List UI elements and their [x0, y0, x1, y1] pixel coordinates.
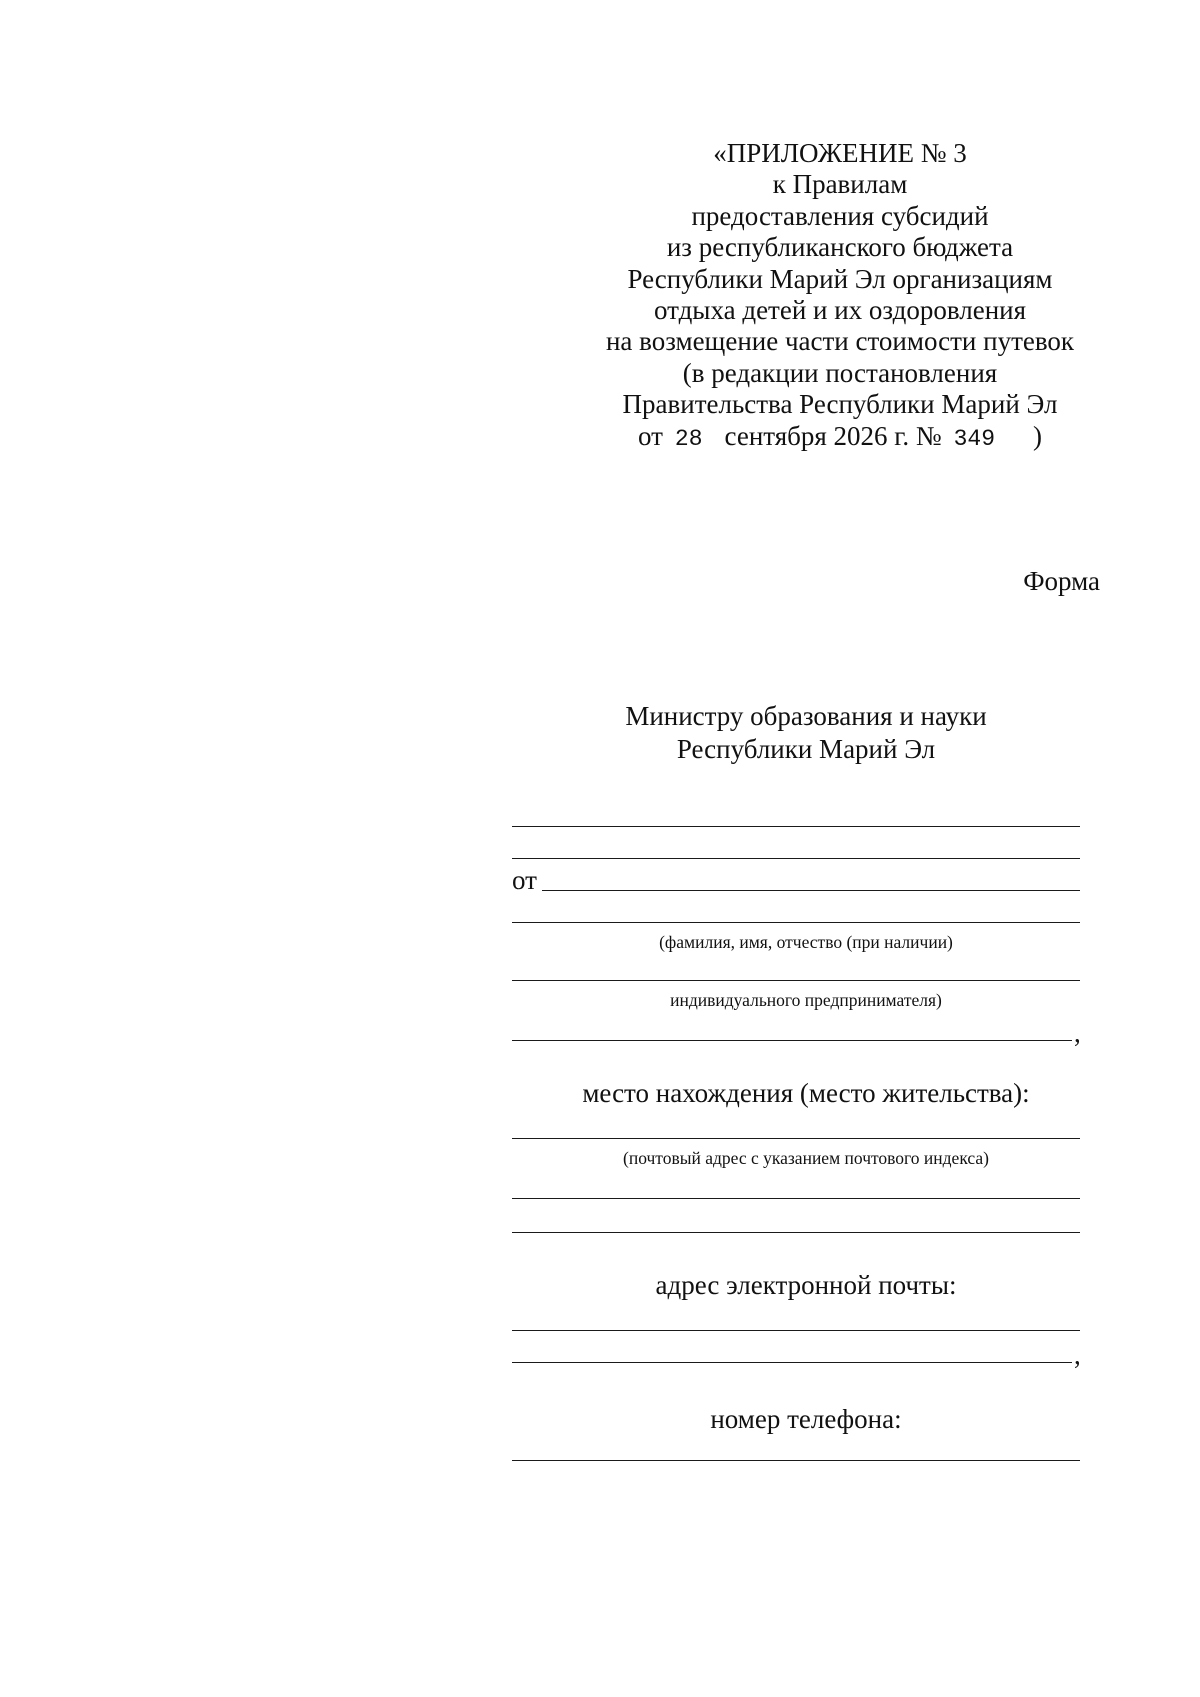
- phone-blank-line: [512, 1460, 1080, 1461]
- appendix-line-edition: (в редакции постановления: [682, 357, 998, 388]
- resolution-date-line: [580, 421, 1100, 455]
- resolution-month-year: сентября 2026 г. №: [724, 420, 942, 451]
- caption-entrepreneur: индивидуального предпринимателя): [670, 990, 942, 1010]
- appendix-line: из республиканского бюджета: [666, 232, 1014, 263]
- from-blank-line: [542, 890, 1080, 891]
- location-blank-line-2: [512, 1198, 1080, 1199]
- location-blank-line-1: [512, 1138, 1080, 1139]
- date-close-paren: ): [1033, 420, 1043, 451]
- name-blank-line-3: [512, 1040, 1072, 1041]
- caption-postal-address: (почтовый адрес с указанием почтового индекса): [623, 1148, 989, 1168]
- from-label: от: [512, 865, 537, 895]
- appendix-title: «ПРИЛОЖЕНИЕ № 3: [713, 138, 967, 168]
- appendix-line: предоставления субсидий: [691, 200, 989, 231]
- appendix-line-rules: к Правилам: [772, 169, 908, 200]
- appendix-line: Республики Марий Эл организациям: [627, 263, 1053, 294]
- addressee-block: [512, 700, 1100, 766]
- addressee-blank-line-1: [512, 826, 1080, 827]
- resolution-day: 28: [674, 425, 703, 452]
- appendix-line-government: Правительства Республики Марий Эл: [622, 389, 1058, 420]
- email-heading: адрес электронной почты:: [655, 1270, 957, 1300]
- caption-full-name: (фамилия, имя, отчество (при наличии): [659, 932, 953, 952]
- name-blank-line-1: [512, 922, 1080, 923]
- phone-heading: номер телефона:: [710, 1404, 902, 1434]
- location-heading: место нахождения (место жительства):: [582, 1078, 1030, 1108]
- appendix-header: [580, 138, 1100, 455]
- location-blank-line-3: [512, 1232, 1080, 1233]
- comma-mark: ,: [1074, 1018, 1081, 1048]
- form-label: Форма: [1023, 566, 1100, 596]
- resolution-number: 349: [953, 425, 996, 452]
- comma-mark: ,: [1074, 1340, 1081, 1370]
- appendix-line: на возмещение части стоимости путевок: [605, 326, 1075, 357]
- addressee-blank-line-2: [512, 858, 1080, 859]
- date-prefix: от: [637, 420, 663, 451]
- addressee-line-1: Министру образования и науки: [625, 701, 987, 731]
- addressee-line-2: Республики Марий Эл: [676, 734, 936, 764]
- email-blank-line-1: [512, 1330, 1080, 1331]
- email-blank-line-2: [512, 1362, 1072, 1363]
- appendix-line: отдыха детей и их оздоровления: [653, 295, 1027, 326]
- name-blank-line-2: [512, 980, 1080, 981]
